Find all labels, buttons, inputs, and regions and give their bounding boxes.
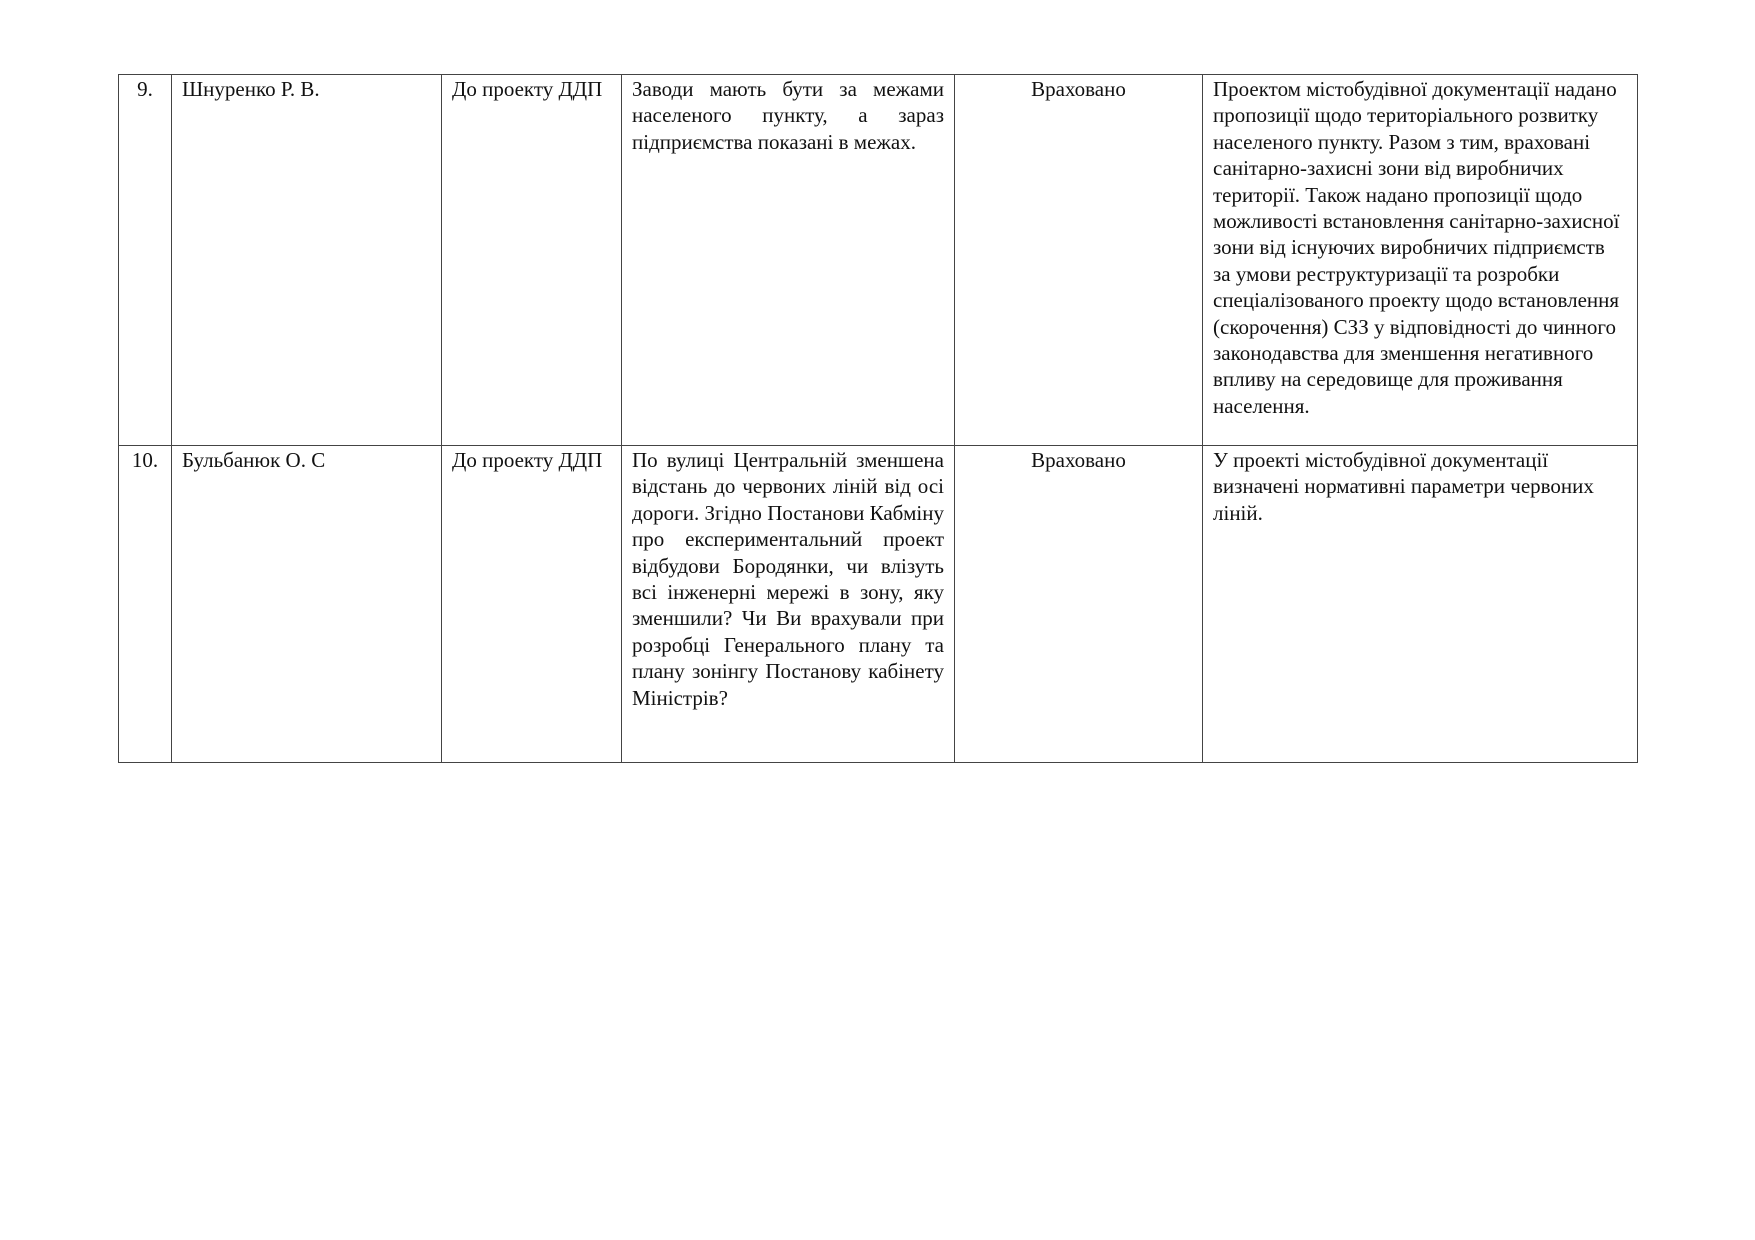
- response-cell: Проектом містобудівної документації надано пропозиції щодо територіального розвитку населеного пункту. Разом з тим, враховані санітарно-захисні зони від виробничих території. Також надано пропозиції щодо можливості встановлення санітарно-захисної зони від існуючих виробничих підприємств за умови реструктуризації та розробки спеціалізованого проекту щодо встановлення (скорочення) СЗЗ у відповідності до чинного законодавства для зменшення негативного впливу на середовище для проживання населення.: [1203, 75, 1638, 446]
- row-number: 9.: [119, 75, 172, 446]
- table-row: [119, 75, 1638, 446]
- comment-cell: По вулиці Центральній зменшена відстань до червоних ліній від осі дороги. Згідно Постанови Кабміну про експериментальний проект відбудови Бородянки, чи влізуть всі інженерні мережі в зону, яку зменшили? Чи Ви врахували при розробці Генерального плану та плану зонінгу Постанову кабінету Міністрів?: [622, 446, 955, 763]
- status-cell: Враховано: [955, 75, 1203, 446]
- status-cell: Враховано: [955, 446, 1203, 763]
- author-name: Бульбанюк О. С: [172, 446, 442, 763]
- subject-cell: До проекту ДДП: [442, 446, 622, 763]
- response-cell: У проекті містобудівної документації визначені нормативні параметри червоних ліній.: [1203, 446, 1638, 763]
- comments-table: [118, 74, 1638, 763]
- comment-cell: Заводи мають бути за межами населеного пункту, а зараз підприємства показані в межах.: [622, 75, 955, 446]
- author-name: Шнуренко Р. В.: [172, 75, 442, 446]
- table-row: [119, 446, 1638, 763]
- row-number: 10.: [119, 446, 172, 763]
- subject-cell: До проекту ДДП: [442, 75, 622, 446]
